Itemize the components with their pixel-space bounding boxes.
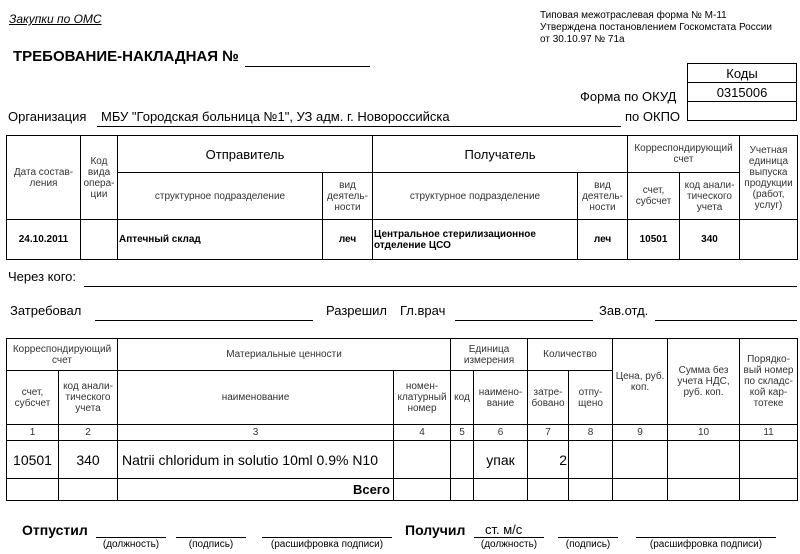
analytic-header: код аналитического учета bbox=[59, 371, 118, 425]
date-header: Дата составления bbox=[7, 136, 81, 220]
item-account: 10501 bbox=[7, 441, 59, 479]
sender-header: Отправитель bbox=[118, 136, 373, 173]
total-label: Всего bbox=[118, 479, 394, 501]
analytic-cell: 340 bbox=[680, 220, 740, 260]
unit-measure-header: Единица измерения bbox=[451, 339, 528, 371]
analytic-header: код аналитического учета bbox=[680, 173, 740, 220]
signature-caption: (подпись) bbox=[565, 539, 611, 550]
total-row-cell bbox=[668, 479, 740, 501]
receiver-activity-cell: леч bbox=[578, 220, 628, 260]
received-decoding-line bbox=[636, 537, 776, 538]
column-number: 11 bbox=[740, 425, 798, 441]
unit-header: Учетная единица выпуска продукции (работ, услуг) bbox=[740, 136, 798, 220]
okud-label: Форма по ОКУД bbox=[580, 89, 677, 104]
received-by-label: Получил bbox=[405, 522, 466, 538]
sender-activity-header: вид деятельности bbox=[323, 173, 373, 220]
column-number: 8 bbox=[569, 425, 613, 441]
released-by-label: Отпустил bbox=[22, 522, 88, 538]
organization-value: МБУ "Городская больница №1", УЗ адм. г. Новороссийска bbox=[101, 109, 450, 124]
account-header: счет, субсчет bbox=[628, 173, 680, 220]
item-order-number bbox=[740, 441, 798, 479]
requested-header: затребовано bbox=[528, 371, 569, 425]
column-number: 3 bbox=[118, 425, 394, 441]
item-nomenclature bbox=[394, 441, 451, 479]
received-signature-line bbox=[558, 537, 618, 538]
date-cell: 24.10.2011 bbox=[7, 220, 81, 260]
form-info-line: Типовая межотраслевая форма № М-11 bbox=[540, 10, 727, 21]
total-row-cell bbox=[59, 479, 118, 501]
received-position: ст. м/с bbox=[485, 522, 523, 537]
released-decoding-line bbox=[262, 537, 392, 538]
item-released bbox=[569, 441, 613, 479]
op-code-header: Код вида операции bbox=[81, 136, 118, 220]
item-unit-name: упак bbox=[474, 441, 528, 479]
column-number: 4 bbox=[394, 425, 451, 441]
account-cell: 10501 bbox=[628, 220, 680, 260]
corr-account-header: Корреспондирующий счет bbox=[628, 136, 740, 173]
column-number: 1 bbox=[7, 425, 59, 441]
released-header: отпущено bbox=[569, 371, 613, 425]
total-row-cell bbox=[528, 479, 569, 501]
nomenclature-header: номенклатурный номер bbox=[394, 371, 451, 425]
item-code bbox=[451, 441, 474, 479]
column-number: 9 bbox=[613, 425, 668, 441]
column-number: 7 bbox=[528, 425, 569, 441]
document-number-line bbox=[245, 66, 370, 67]
codes-table bbox=[687, 63, 797, 121]
requested-line bbox=[95, 320, 313, 321]
item-name: Natrii chloridum in solutio 10ml 0.9% N10 bbox=[118, 441, 394, 479]
form-info-line: от 30.10.97 № 71а bbox=[540, 34, 625, 45]
receiver-unit-header: структурное подразделение bbox=[373, 173, 578, 220]
requested-label: Затребовал bbox=[10, 303, 82, 318]
total-row-cell bbox=[740, 479, 798, 501]
item-sum bbox=[668, 441, 740, 479]
position-caption: (должность) bbox=[480, 539, 538, 550]
code-header: код bbox=[451, 371, 474, 425]
document-title: ТРЕБОВАНИЕ-НАКЛАДНАЯ № bbox=[13, 48, 239, 65]
head-line bbox=[655, 320, 797, 321]
order-number-header: Порядковый номер по складской картотеке bbox=[740, 339, 798, 425]
form-info-line: Утверждена постановлением Госкомстата России bbox=[540, 22, 772, 33]
total-row-cell bbox=[451, 479, 474, 501]
total-row-cell bbox=[613, 479, 668, 501]
values-header: Материальные ценности bbox=[118, 339, 451, 371]
column-number: 2 bbox=[59, 425, 118, 441]
column-number: 6 bbox=[474, 425, 528, 441]
via-label: Через кого: bbox=[8, 269, 77, 284]
item-requested: 2 bbox=[528, 441, 569, 479]
sender-unit-header: структурное подразделение bbox=[118, 173, 323, 220]
organization-label: Организация bbox=[8, 109, 87, 124]
total-row-cell bbox=[569, 479, 613, 501]
via-line bbox=[84, 286, 797, 287]
sender-receiver-table bbox=[6, 135, 798, 260]
column-number: 5 bbox=[451, 425, 474, 441]
received-position-line bbox=[474, 537, 544, 538]
total-row-cell bbox=[474, 479, 528, 501]
item-price bbox=[613, 441, 668, 479]
unit-name-header: наименование bbox=[474, 371, 528, 425]
head-label: Зав.отд. bbox=[599, 303, 649, 318]
receiver-activity-header: вид деятельности bbox=[578, 173, 628, 220]
sum-header: Сумма без учета НДС, руб. коп. bbox=[668, 339, 740, 425]
sender-activity-cell: леч bbox=[323, 220, 373, 260]
organization-line bbox=[97, 126, 621, 127]
allowed-line bbox=[455, 320, 593, 321]
total-row-cell bbox=[7, 479, 59, 501]
receiver-header: Получатель bbox=[373, 136, 628, 173]
form-info bbox=[540, 10, 772, 46]
sender-unit-cell: Аптечный склад bbox=[118, 220, 323, 260]
account-header: счет, субсчет bbox=[7, 371, 59, 425]
okpo-label: по ОКПО bbox=[625, 109, 681, 124]
released-signature-line bbox=[176, 537, 246, 538]
quantity-header: Количество bbox=[528, 339, 613, 371]
released-position-line bbox=[96, 537, 166, 538]
purchase-link[interactable]: Закупки по ОМС bbox=[9, 12, 102, 26]
price-header: Цена, руб. коп. bbox=[613, 339, 668, 425]
decoding-caption: (расшифровка подписи) bbox=[270, 539, 384, 550]
op-code-cell bbox=[81, 220, 118, 260]
materials-table bbox=[6, 338, 798, 501]
total-row-cell bbox=[394, 479, 451, 501]
item-analytic: 340 bbox=[59, 441, 118, 479]
codes-header: Коды bbox=[688, 64, 797, 83]
okpo-value bbox=[688, 102, 797, 121]
allowed-label: Разрешил bbox=[326, 303, 388, 318]
decoding-caption: (расшифровка подписи) bbox=[649, 539, 763, 550]
allowed-value: Гл.врач bbox=[400, 303, 446, 318]
name-header: наименование bbox=[118, 371, 394, 425]
unit-cell bbox=[740, 220, 798, 260]
position-caption: (должность) bbox=[102, 539, 160, 550]
receiver-unit-cell: Центральное стерилизационное отделение ЦСО bbox=[373, 220, 578, 260]
corr-account-header: Корреспондирующий счет bbox=[7, 339, 118, 371]
signature-caption: (подпись) bbox=[188, 539, 234, 550]
okud-value: 0315006 bbox=[688, 83, 797, 102]
column-number: 10 bbox=[668, 425, 740, 441]
